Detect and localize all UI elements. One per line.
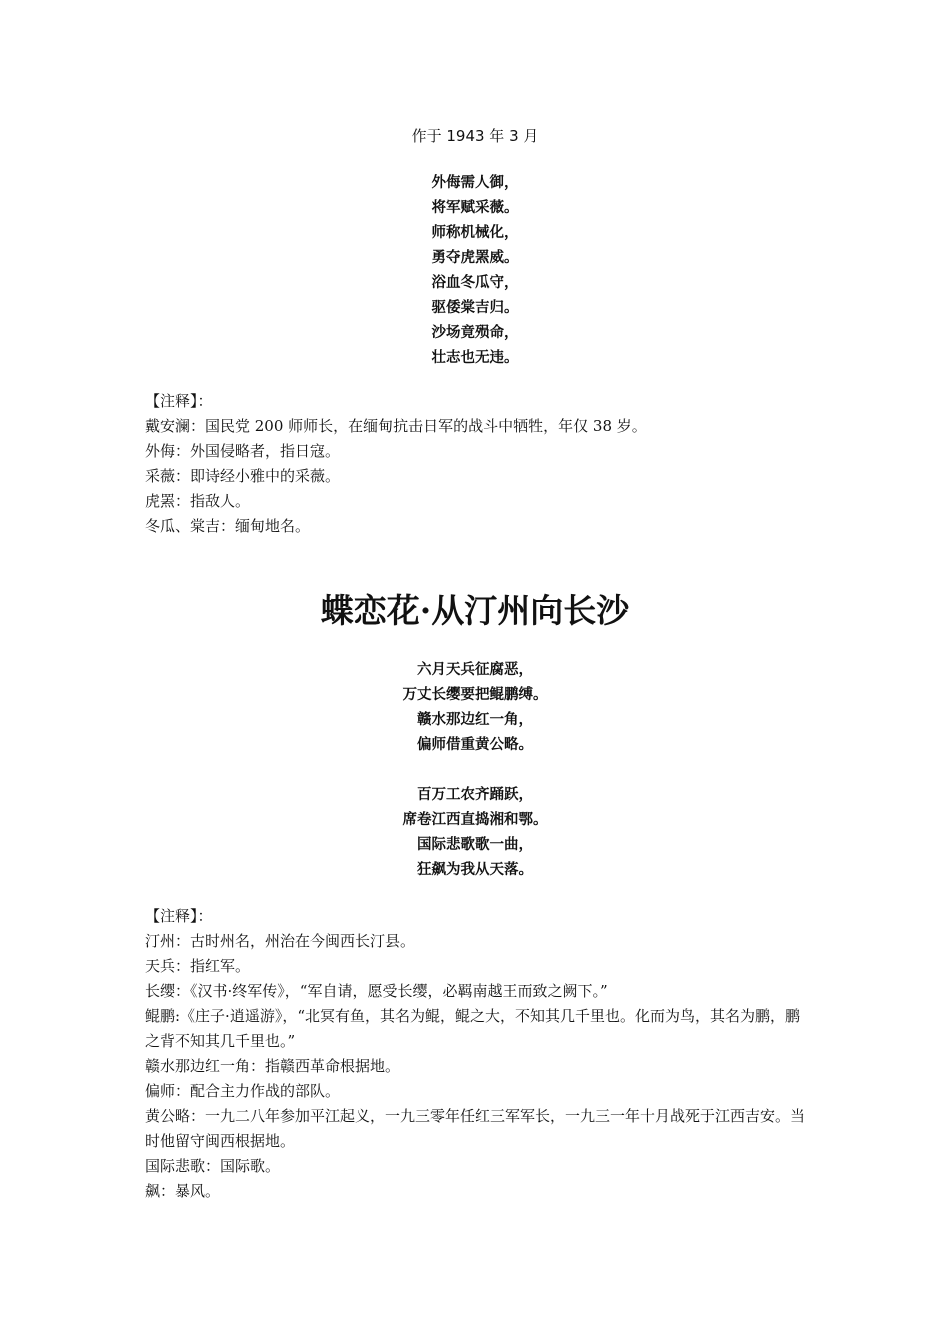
annotation-item: 天兵：指红军。: [145, 957, 251, 975]
annotation-item: 戴安澜：国民党 200 师师长，在缅甸抗击日军的战斗中牺牲，年仅 38 岁。: [145, 417, 647, 435]
poem-dateline: 作于 1943 年 3 月: [411, 127, 539, 145]
poem-line: 国际悲歌歌一曲，: [417, 837, 533, 853]
poem-body-1: [0, 171, 950, 371]
poem-line: 六月天兵征腐恶，: [417, 662, 533, 678]
annotation-item: 汀州：古时州名，州治在今闽西长汀县。: [145, 932, 416, 950]
annotations-heading: 【注释】：: [145, 907, 213, 925]
poem-line: 偏师借重黄公略。: [417, 737, 533, 753]
annotations-heading: 【注释】：: [145, 392, 213, 410]
annotations-1: [145, 389, 810, 539]
annotation-item: 长缨：《汉书·终军传》，“军自请，愿受长缨，必羁南越王而致之阙下。”: [145, 982, 608, 1000]
annotation-item: 赣水那边红一角：指赣西革命根据地。: [145, 1057, 401, 1075]
annotation-item: 采薇：即诗经小雅中的采薇。: [145, 467, 341, 485]
annotation-item: 外侮：外国侵略者，指日寇。: [145, 442, 341, 460]
poem-line: 席卷江西直捣湘和鄂。: [402, 812, 548, 828]
poem-line: 勇夺虎罴威。: [431, 250, 519, 266]
poem-line: 万丈长缨要把鲲鹏缚。: [402, 687, 548, 703]
poem-body-2: [0, 658, 950, 883]
annotation-item: 鲲鹏:《庄子·逍遥游》，“北冥有鱼，其名为鲲，鲲之大，不知其几千里也。化而为鸟，其名为鹏，鹏之背不知其几千里也。”: [145, 1007, 800, 1050]
poem-line: 师称机械化，: [431, 225, 519, 241]
poem-title: 蝶恋花·从汀州向长沙: [320, 591, 630, 630]
annotation-item: 飙：暴风。: [145, 1182, 221, 1200]
poem-line: 驱倭棠吉归。: [431, 300, 519, 316]
annotation-item: 黄公略：一九二八年参加平江起义，一九三零年任红三军军长，一九三一年十月战死于江西吉安。当时他留守闽西根据地。: [145, 1107, 806, 1150]
poem-line: 狂飙为我从天落。: [417, 862, 533, 878]
stanza-break: [0, 758, 950, 783]
annotation-item: 国际悲歌：国际歌。: [145, 1157, 281, 1175]
annotation-item: 冬瓜、棠吉：缅甸地名。: [145, 517, 311, 535]
poem-line: 赣水那边红一角，: [417, 712, 533, 728]
poem-line: 百万工农齐踊跃，: [417, 787, 533, 803]
annotations-2: [145, 904, 810, 1204]
poem-line: 沙场竟殒命，: [431, 325, 519, 341]
annotation-item: 偏师：配合主力作战的部队。: [145, 1082, 341, 1100]
poem-line: 将军赋采薇。: [431, 200, 519, 216]
annotation-item: 虎罴：指敌人。: [145, 492, 251, 510]
poem-line: 外侮需人御，: [431, 175, 519, 191]
poem-line: 浴血冬瓜守，: [431, 275, 519, 291]
poem-line: 壮志也无违。: [431, 350, 519, 366]
